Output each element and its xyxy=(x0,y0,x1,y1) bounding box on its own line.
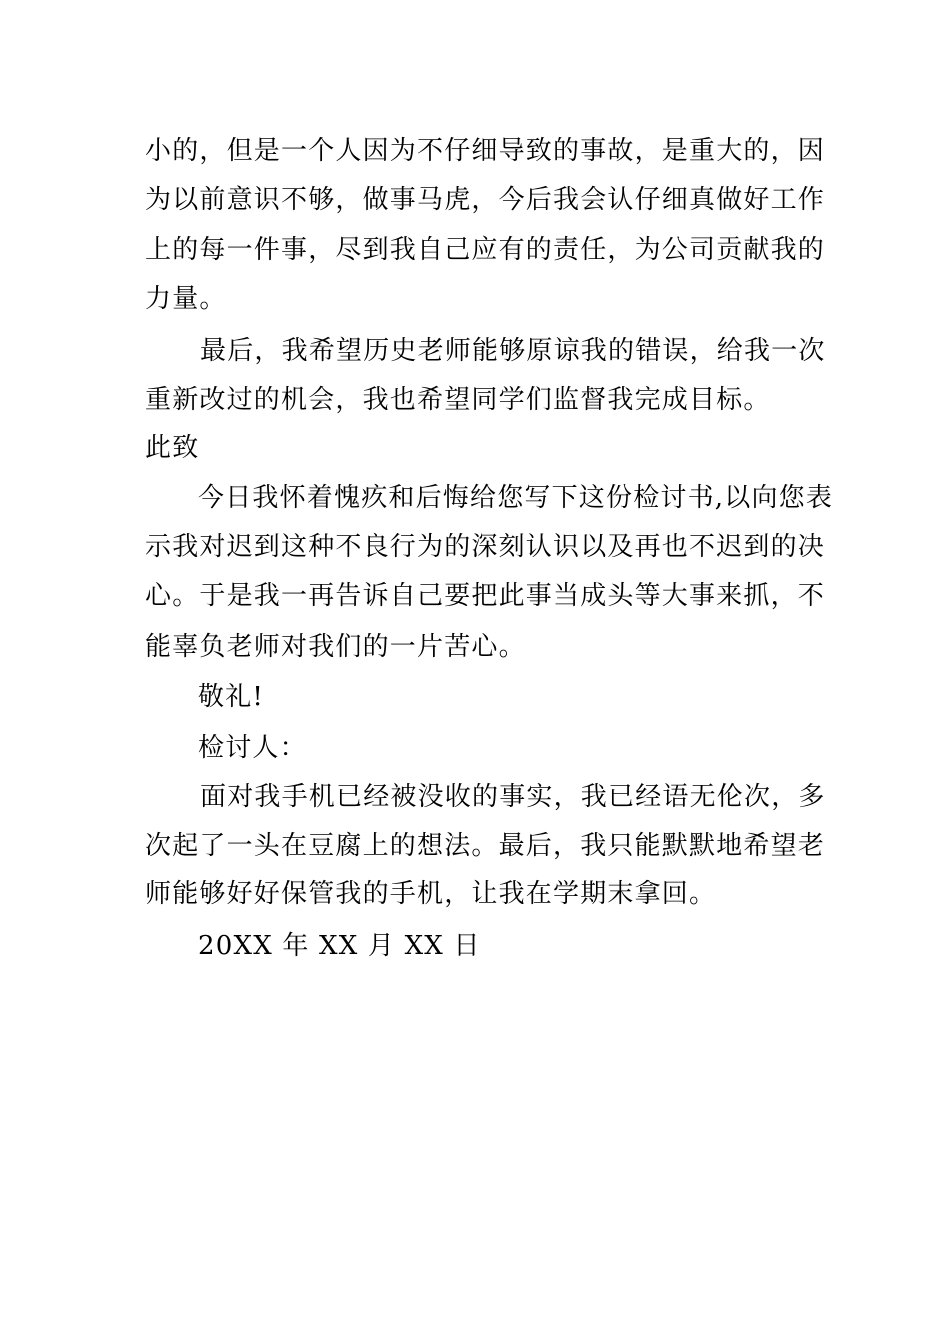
paragraph-line: 能辜负老师对我们的一片苦心。 xyxy=(145,632,526,662)
paragraph-line: 今日我怀着愧疚和后悔给您写下这份检讨书,以向您表 xyxy=(198,483,834,513)
paragraph-line: 面对我手机已经被没收的事实，我已经语无伦次，多 xyxy=(200,782,826,812)
paragraph-line: 小的，但是一个人因为不仔细导致的事故，是重大的，因 xyxy=(145,136,826,166)
paragraph-line: 师能够好好保管我的手机，让我在学期末拿回。 xyxy=(145,879,717,909)
paragraph-line: 最后，我希望历史老师能够原谅我的错误，给我一次 xyxy=(200,336,826,366)
paragraph-line: 心。于是我一再告诉自己要把此事当成头等大事来抓，不 xyxy=(145,581,826,611)
paragraph-line: 示我对迟到这种不良行为的深刻认识以及再也不迟到的决 xyxy=(145,532,826,562)
date-line: 20XX 年 XX 月 XX 日 xyxy=(198,931,481,961)
closing-line: 敬礼! xyxy=(198,682,265,712)
paragraph-line: 上的每一件事，尽到我自己应有的责任，为公司贡献我的 xyxy=(145,235,826,265)
signature-label: 检讨人： xyxy=(198,733,307,763)
paragraph-line: 为以前意识不够，做事马虎，今后我会认仔细真做好工作 xyxy=(145,185,826,215)
salutation-line: 此致 xyxy=(145,433,200,463)
paragraph-line: 力量。 xyxy=(145,284,227,314)
paragraph-line: 次起了一头在豆腐上的想法。最后，我只能默默地希望老 xyxy=(145,831,826,861)
paragraph-line: 重新改过的机会，我也希望同学们监督我完成目标。 xyxy=(145,385,771,415)
